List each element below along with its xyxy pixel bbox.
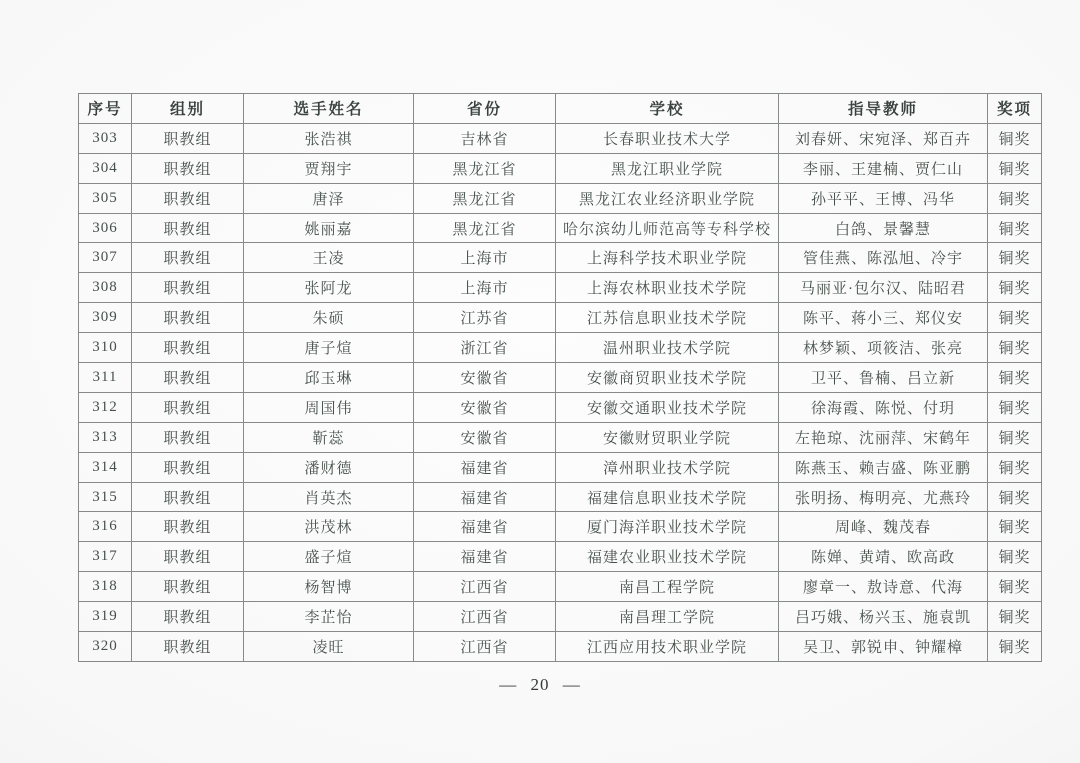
cell-award: 铜奖 [988, 213, 1042, 243]
table-row [79, 452, 1042, 482]
cell-award: 铜奖 [988, 303, 1042, 333]
cell-group: 职教组 [132, 123, 244, 153]
cell-name: 杨智博 [244, 572, 414, 602]
table-row [79, 392, 1042, 422]
cell-province: 浙江省 [414, 333, 556, 363]
cell-no: 312 [79, 392, 132, 422]
table-row [79, 512, 1042, 542]
cell-name: 靳蕊 [244, 422, 414, 452]
cell-name: 潘财德 [244, 452, 414, 482]
cell-school: 上海农林职业技术学院 [556, 273, 779, 303]
cell-no: 307 [79, 243, 132, 273]
cell-name: 姚丽嘉 [244, 213, 414, 243]
cell-no: 317 [79, 542, 132, 572]
table-row [79, 572, 1042, 602]
cell-teachers: 白鸽、景馨慧 [779, 213, 988, 243]
cell-school: 安徽财贸职业学院 [556, 422, 779, 452]
cell-group: 职教组 [132, 243, 244, 273]
cell-teachers: 周峰、魏茂春 [779, 512, 988, 542]
cell-school: 江苏信息职业技术学院 [556, 303, 779, 333]
table-body [79, 123, 1042, 661]
cell-name: 周国伟 [244, 392, 414, 422]
cell-school: 温州职业技术学院 [556, 333, 779, 363]
cell-teachers: 刘春妍、宋宛泽、郑百卉 [779, 123, 988, 153]
cell-name: 王凌 [244, 243, 414, 273]
table-row [79, 333, 1042, 363]
cell-no: 316 [79, 512, 132, 542]
table-row [79, 542, 1042, 572]
cell-school: 江西应用技术职业学院 [556, 632, 779, 662]
column-header-group: 组别 [132, 94, 244, 124]
cell-school: 南昌理工学院 [556, 602, 779, 632]
cell-no: 303 [79, 123, 132, 153]
cell-teachers: 陈燕玉、赖吉盛、陈亚鹏 [779, 452, 988, 482]
cell-school: 黑龙江农业经济职业学院 [556, 183, 779, 213]
cell-award: 铜奖 [988, 542, 1042, 572]
page-number: — 20 — [499, 675, 581, 694]
table-header [79, 94, 1042, 124]
cell-school: 漳州职业技术学院 [556, 452, 779, 482]
cell-province: 江西省 [414, 572, 556, 602]
cell-name: 盛子煊 [244, 542, 414, 572]
cell-school: 黑龙江职业学院 [556, 153, 779, 183]
cell-award: 铜奖 [988, 123, 1042, 153]
table-row [79, 303, 1042, 333]
cell-school: 哈尔滨幼儿师范高等专科学校 [556, 213, 779, 243]
award-table [78, 93, 1042, 662]
table-row [79, 482, 1042, 512]
table-row [79, 183, 1042, 213]
cell-province: 黑龙江省 [414, 213, 556, 243]
cell-teachers: 左艳琼、沈丽萍、宋鹤年 [779, 422, 988, 452]
cell-teachers: 陈平、蒋小三、郑仪安 [779, 303, 988, 333]
cell-school: 安徽交通职业技术学院 [556, 392, 779, 422]
cell-teachers: 马丽亚·包尔汉、陆昭君 [779, 273, 988, 303]
column-header-award: 奖项 [988, 94, 1042, 124]
cell-group: 职教组 [132, 363, 244, 393]
cell-no: 318 [79, 572, 132, 602]
cell-province: 黑龙江省 [414, 183, 556, 213]
cell-no: 304 [79, 153, 132, 183]
cell-no: 309 [79, 303, 132, 333]
table-row [79, 602, 1042, 632]
cell-group: 职教组 [132, 273, 244, 303]
table-row [79, 213, 1042, 243]
cell-school: 厦门海洋职业技术学院 [556, 512, 779, 542]
cell-no: 315 [79, 482, 132, 512]
cell-province: 江西省 [414, 602, 556, 632]
cell-teachers: 陈婵、黄靖、欧高政 [779, 542, 988, 572]
table-row [79, 632, 1042, 662]
cell-province: 上海市 [414, 243, 556, 273]
cell-group: 职教组 [132, 183, 244, 213]
cell-award: 铜奖 [988, 243, 1042, 273]
cell-group: 职教组 [132, 512, 244, 542]
cell-no: 305 [79, 183, 132, 213]
cell-school: 安徽商贸职业技术学院 [556, 363, 779, 393]
cell-award: 铜奖 [988, 512, 1042, 542]
column-header-name: 选手姓名 [244, 94, 414, 124]
column-header-teachers: 指导教师 [779, 94, 988, 124]
cell-group: 职教组 [132, 602, 244, 632]
cell-no: 311 [79, 363, 132, 393]
cell-name: 肖英杰 [244, 482, 414, 512]
cell-award: 铜奖 [988, 422, 1042, 452]
column-header-no: 序号 [79, 94, 132, 124]
cell-award: 铜奖 [988, 572, 1042, 602]
cell-group: 职教组 [132, 542, 244, 572]
cell-province: 上海市 [414, 273, 556, 303]
cell-province: 黑龙江省 [414, 153, 556, 183]
cell-no: 308 [79, 273, 132, 303]
cell-group: 职教组 [132, 213, 244, 243]
cell-province: 福建省 [414, 512, 556, 542]
table-row [79, 153, 1042, 183]
cell-group: 职教组 [132, 153, 244, 183]
cell-name: 洪茂林 [244, 512, 414, 542]
header-row [79, 94, 1042, 124]
cell-teachers: 吕巧娥、杨兴玉、施袁凯 [779, 602, 988, 632]
cell-name: 朱硕 [244, 303, 414, 333]
cell-group: 职教组 [132, 572, 244, 602]
cell-group: 职教组 [132, 632, 244, 662]
table-row [79, 243, 1042, 273]
cell-award: 铜奖 [988, 333, 1042, 363]
cell-province: 安徽省 [414, 392, 556, 422]
cell-teachers: 李丽、王建楠、贾仁山 [779, 153, 988, 183]
cell-no: 313 [79, 422, 132, 452]
cell-no: 320 [79, 632, 132, 662]
cell-name: 李芷怡 [244, 602, 414, 632]
cell-province: 安徽省 [414, 422, 556, 452]
cell-province: 福建省 [414, 542, 556, 572]
column-header-province: 省份 [414, 94, 556, 124]
cell-school: 福建信息职业技术学院 [556, 482, 779, 512]
cell-award: 铜奖 [988, 602, 1042, 632]
cell-group: 职教组 [132, 333, 244, 363]
cell-group: 职教组 [132, 482, 244, 512]
cell-province: 江西省 [414, 632, 556, 662]
cell-teachers: 廖章一、敖诗意、代海 [779, 572, 988, 602]
cell-province: 福建省 [414, 482, 556, 512]
cell-group: 职教组 [132, 422, 244, 452]
cell-province: 吉林省 [414, 123, 556, 153]
cell-no: 310 [79, 333, 132, 363]
cell-award: 铜奖 [988, 632, 1042, 662]
table-row [79, 422, 1042, 452]
cell-name: 张阿龙 [244, 273, 414, 303]
cell-teachers: 徐海霞、陈悦、付玥 [779, 392, 988, 422]
cell-no: 319 [79, 602, 132, 632]
table-row [79, 363, 1042, 393]
cell-teachers: 卫平、鲁楠、吕立新 [779, 363, 988, 393]
cell-name: 贾翔宇 [244, 153, 414, 183]
cell-award: 铜奖 [988, 482, 1042, 512]
cell-award: 铜奖 [988, 392, 1042, 422]
cell-group: 职教组 [132, 452, 244, 482]
cell-teachers: 吴卫、郭锐申、钟耀樟 [779, 632, 988, 662]
cell-award: 铜奖 [988, 363, 1042, 393]
cell-name: 邱玉琳 [244, 363, 414, 393]
cell-award: 铜奖 [988, 183, 1042, 213]
cell-teachers: 管佳燕、陈泓旭、冷宇 [779, 243, 988, 273]
cell-teachers: 张明扬、梅明亮、尤燕玲 [779, 482, 988, 512]
cell-no: 306 [79, 213, 132, 243]
cell-province: 福建省 [414, 452, 556, 482]
cell-province: 安徽省 [414, 363, 556, 393]
cell-name: 唐泽 [244, 183, 414, 213]
cell-teachers: 林梦颖、项筱洁、张亮 [779, 333, 988, 363]
cell-school: 长春职业技术大学 [556, 123, 779, 153]
cell-award: 铜奖 [988, 452, 1042, 482]
cell-group: 职教组 [132, 392, 244, 422]
cell-school: 南昌工程学院 [556, 572, 779, 602]
cell-teachers: 孙平平、王博、冯华 [779, 183, 988, 213]
cell-name: 唐子煊 [244, 333, 414, 363]
cell-school: 上海科学技术职业学院 [556, 243, 779, 273]
column-header-school: 学校 [556, 94, 779, 124]
cell-award: 铜奖 [988, 273, 1042, 303]
table-row [79, 123, 1042, 153]
cell-province: 江苏省 [414, 303, 556, 333]
cell-name: 凌旺 [244, 632, 414, 662]
cell-school: 福建农业职业技术学院 [556, 542, 779, 572]
cell-no: 314 [79, 452, 132, 482]
table-row [79, 273, 1042, 303]
cell-name: 张浩祺 [244, 123, 414, 153]
cell-group: 职教组 [132, 303, 244, 333]
cell-award: 铜奖 [988, 153, 1042, 183]
